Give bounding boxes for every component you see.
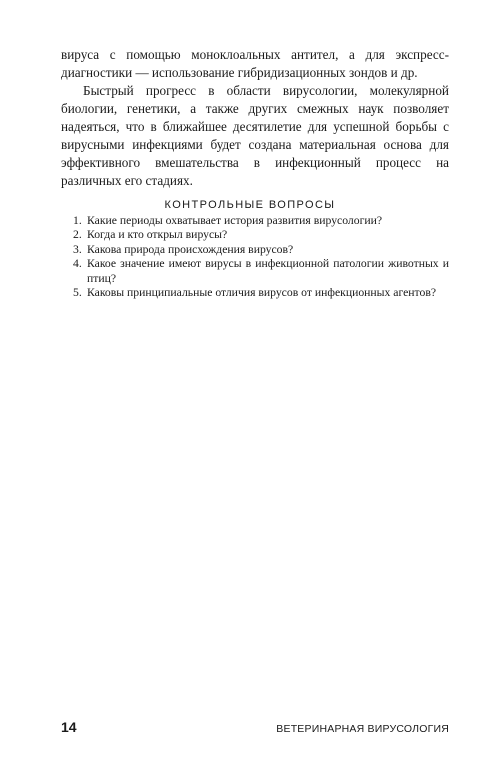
question-item xyxy=(73,214,449,228)
question-number: 5. xyxy=(73,286,82,300)
review-questions-heading: КОНТРОЛЬНЫЕ ВОПРОСЫ xyxy=(164,199,336,211)
running-title: ВЕТЕРИНАРНАЯ ВИРУСОЛОГИЯ xyxy=(276,723,449,735)
review-questions-list xyxy=(73,214,449,300)
paragraph-progress: Быстрый прогресс в области вирусологии, молекулярной биологии, генетики, а также других смежных наук позволяет надеяться, что в ближайшее десятилетие для успешной борьбы с вирусными инфекциями будет создана материальная основа для эффективного вмешательства в инфекционный процесс на различных его стадиях. xyxy=(61,83,449,188)
question-item xyxy=(73,257,449,286)
body-text xyxy=(61,46,449,190)
question-text: Когда и кто открыл вирусы? xyxy=(87,228,228,242)
question-text: Какова природа происхождения вирусов? xyxy=(87,242,294,256)
question-number: 2. xyxy=(73,228,82,242)
page-footer xyxy=(61,719,449,735)
question-item xyxy=(73,243,449,257)
question-item xyxy=(73,228,449,242)
question-text: Каковы принципиальные отличия вирусов от инфекционных агентов? xyxy=(87,286,437,300)
question-text: Какие периоды охватывает история развития вирусологии? xyxy=(87,214,383,227)
question-item xyxy=(73,286,449,300)
question-number: 3. xyxy=(73,242,82,256)
question-text: Какое значение имеют вирусы в инфекционной патологии животных и птиц? xyxy=(87,257,449,285)
page-number: 14 xyxy=(61,719,77,735)
question-number: 4. xyxy=(73,257,82,271)
question-number: 1. xyxy=(73,214,82,227)
paragraph-continuation: вируса с помощью моноклоальных антител, а для экспресс-диагностики — использование гибридизационных зондов и др. xyxy=(61,47,449,80)
